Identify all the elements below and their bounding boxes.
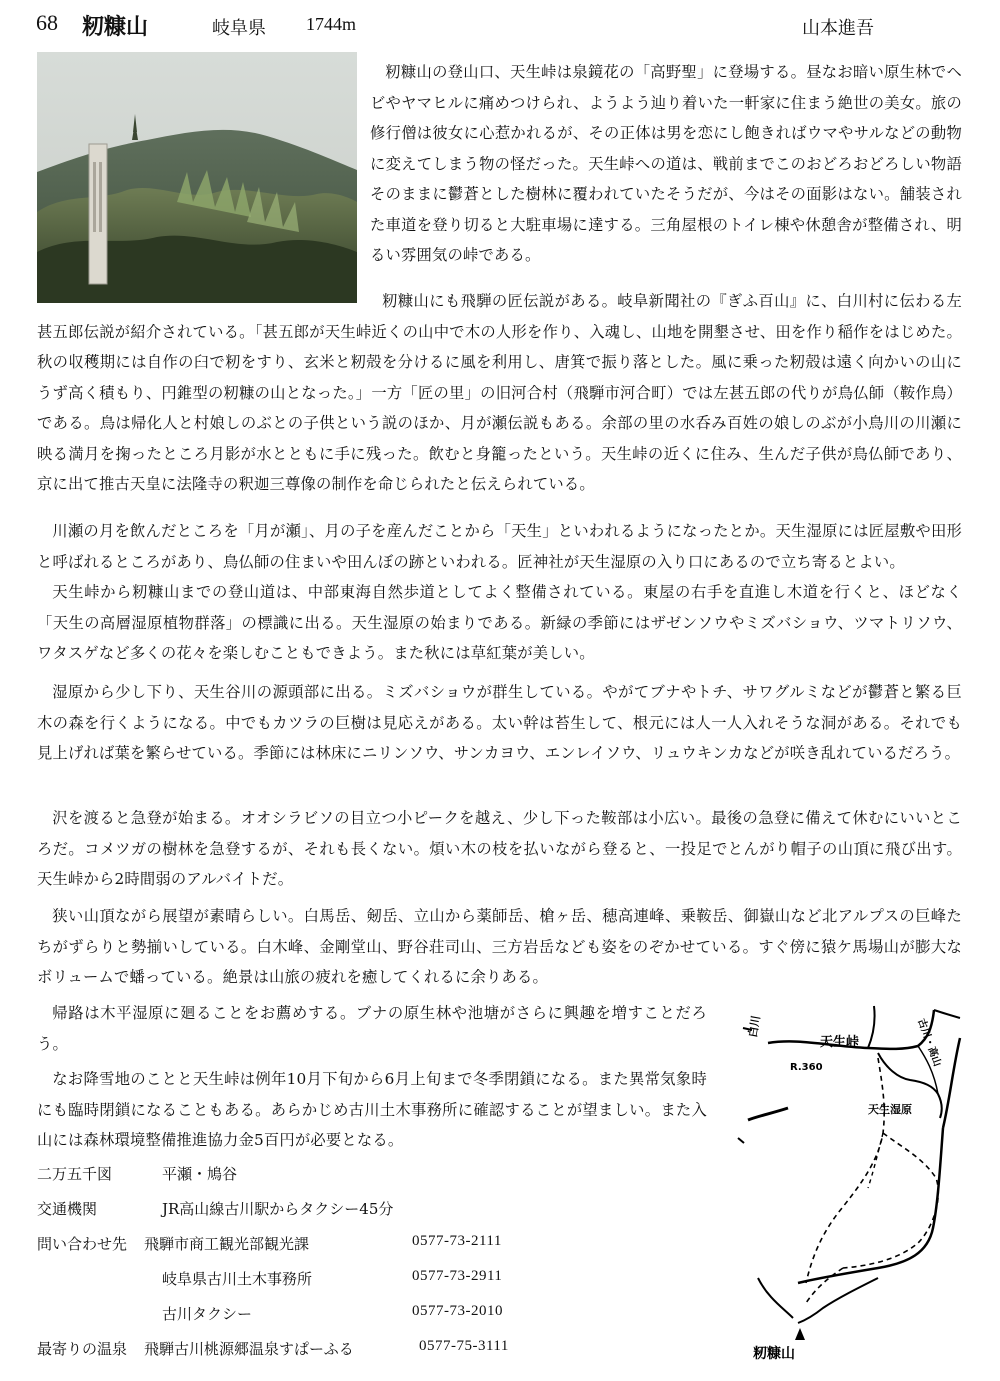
- prefecture: 岐阜県: [212, 18, 266, 39]
- paragraph-ascent: 沢を渡ると急登が始まる。オオシラビソの目立つ小ピークを越え、少し下った鞍部は小広い。最後の急登に備えて休むにいいところだ。コメツガの樹林を急登するが、それも長くない。煩い木の枝を払いながら登ると、一投足でとんがり帽子の山頂に飛び出す。天生峠から2時間弱のアルバイトだ。: [37, 809, 962, 888]
- contact-phone: 0577-73-2111: [412, 1233, 502, 1249]
- paragraph-marsh: 天生峠から籾糠山までの登山道は、中部東海自然歩道としてよく整備されている。東屋の右手を直進し木道を行くと、ほどなく「天生の高層湿原植物群落」の標識に出る。天生湿原の始まりである。新緑の季節にはザゼンソウやミズバショウ、ツマトリソウ、ワタスゲなど多くの花々を楽しむこともできよう。また秋には草紅葉が美しい。: [37, 583, 962, 662]
- map-label-summit: 籾糠山: [753, 1346, 795, 1362]
- entry-number: 68: [36, 10, 58, 35]
- page-header: [36, 6, 970, 42]
- paragraph-forest: 湿原から少し下り、天生谷川の源頭部に出る。ミズバショウが群生している。やがてブナやトチ、サワグルミなどが鬱蒼と繁る巨木の森を行くようになる。中でもカツラの巨樹は見応えがある。太い幹は苔生して、根元には人一人入れそうな洞がある。それでも見上げれば葉を繁らせている。季節には林床にニリンソウ、サンカヨウ、エンレイソウ、リュウキンカなどが咲き乱れているだろう。: [37, 683, 962, 762]
- elevation: 1744m: [306, 14, 357, 34]
- info-value-map: 平瀬・鳩谷: [162, 1165, 238, 1183]
- map-label-marsh: 天生湿原: [868, 1103, 912, 1116]
- info-row-onsen: [37, 1338, 717, 1373]
- map-label-shirakawa: 白川: [746, 1014, 763, 1039]
- paragraph-legend-lead: 籾糠山にも飛騨の匠伝説がある。岐阜新聞社の『ぎふ百山』に、白川村に伝わる: [382, 292, 947, 310]
- info-label-contact: 問い合わせ先: [37, 1235, 128, 1253]
- info-label-onsen: 最寄りの温泉: [37, 1340, 128, 1358]
- info-row-contact-3: [37, 1303, 717, 1338]
- contact-name: 古川タクシー: [162, 1305, 253, 1323]
- info-row-transport: [37, 1198, 717, 1233]
- contact-phone: 0577-73-2911: [412, 1268, 503, 1284]
- contact-phone: 0577-73-2010: [412, 1303, 503, 1319]
- info-row-map: [37, 1163, 717, 1198]
- info-row-contact-2: [37, 1268, 717, 1303]
- summit-photo: [37, 52, 357, 303]
- map-label-furukawa: 古川・高山: [915, 1017, 943, 1069]
- route-map: [728, 998, 973, 1368]
- onsen-name: 飛騨古川桃源郷温泉すぱーふる: [144, 1340, 354, 1358]
- info-row-contact-1: [37, 1233, 717, 1268]
- contact-name: 飛騨市商工観光部観光課: [144, 1235, 310, 1253]
- paragraph-return: 帰路は木平湿原に廻ることをお薦めする。ブナの原生林や池塘がさらに興趣を増すことだろう。: [37, 1004, 707, 1053]
- paragraph-legend: [37, 286, 962, 500]
- mountain-name: 籾糠山: [82, 14, 149, 40]
- paragraph-closure: なお降雪地のことと天生峠は例年10月下旬から6月上旬まで冬季閉鎖になる。また異常気象時にも臨時閉鎖になることもある。あらかじめ古川土木事務所に確認することが望ましい。また入山には森林環境整備推進協力金5百円が必要となる。: [37, 1070, 707, 1149]
- paragraph-legend-rest: 左甚五郎伝説が紹介されている。「甚五郎が天生峠近くの山中で木の人形を作り、入魂し、山地を開墾させ、田を作り稲作をはじめた。秋の収穫期には自作の臼で籾をすり、玄米と籾殻を分けるに風を利用し、唐箕で振り落とした。風に乗った籾殻は遠く向かいの山にうず高く積もり、円錐型の籾糠の山となった。」一方「匠の里」の旧河合村（飛騨市河合町）では左甚五郎の代りが鳥仏師（鞍作鳥）である。鳥は帰化人と村娘しのぶとの子供という説のほか、月が瀬伝説もある。余部の里の水呑み百姓の娘しのぶが小鳥川の川瀬に映る満月を掬ったところ月影が水とともに手に残った。飲むと身籠ったという。天生峠の近くに住み、生んだ子供が鳥仏師であり、京に出て推古天皇に法隆寺の釈迦三尊像の制作を命じられたと伝えられている。: [37, 292, 962, 493]
- paragraph-intro: 籾糠山の登山口、天生峠は泉鏡花の「高野聖」に登場する。昼なお暗い原生林でヘビやヤマヒルに痛めつけられ、ようよう辿り着いた一軒家に住まう絶世の美女。旅の修行僧は彼女に心惹かれるが、その正体は男を恋にし飽きればウマやサルなどの動物に変えてしまう物の怪だった。天生峠への道は、戦前までこのおどろおどろしい物語そのままに鬱蒼とした樹林に覆われていたそうだが、今はその面影はない。舗装された車道を登り切ると大駐車場に達する。三角屋根のトイレ棟や休憩舎が整備され、明るい雰囲気の峠である。: [370, 63, 962, 264]
- info-label-map: 二万五千図: [37, 1165, 113, 1183]
- map-label-pass: 天生峠: [820, 1035, 860, 1050]
- contact-name: 岐阜県古川土木事務所: [162, 1270, 313, 1288]
- paragraph-summit-view: 狭い山頂ながら展望が素晴らしい。白馬岳、剱岳、立山から薬師岳、槍ヶ岳、穂高連峰、乗鞍岳、御嶽山など北アルプスの巨峰たちがずらりと勢揃いしている。白木峰、金剛堂山、野谷荘司山、三方岩岳なども姿をのぞかせている。すぐ傍に猿ケ馬場山が膨大なボリュームで蟠っている。絶景は山旅の疲れを癒してくれるに余りある。: [37, 907, 962, 986]
- route-map-drawing: [728, 998, 973, 1368]
- author: 山本進吾: [802, 18, 874, 39]
- info-section: [37, 1163, 717, 1373]
- mountain-summit-photo-icon: [37, 52, 357, 303]
- map-label-route: R.360: [790, 1062, 823, 1073]
- info-label-transport: 交通機関: [37, 1200, 98, 1218]
- onsen-phone: 0577-75-3111: [419, 1338, 509, 1354]
- paragraph-tsukigase: 川瀬の月を飲んだところを「月が瀬」、月の子を産んだことから「天生」といわれるようになったとか。天生湿原には匠屋敷や田形と呼ばれるところがあり、鳥仏師の住まいや田んぼの跡といわれる。匠神社が天生湿原の入り口にあるので立ち寄るとよい。: [37, 522, 962, 571]
- info-value-transport: JR高山線古川駅からタクシー45分: [162, 1200, 394, 1218]
